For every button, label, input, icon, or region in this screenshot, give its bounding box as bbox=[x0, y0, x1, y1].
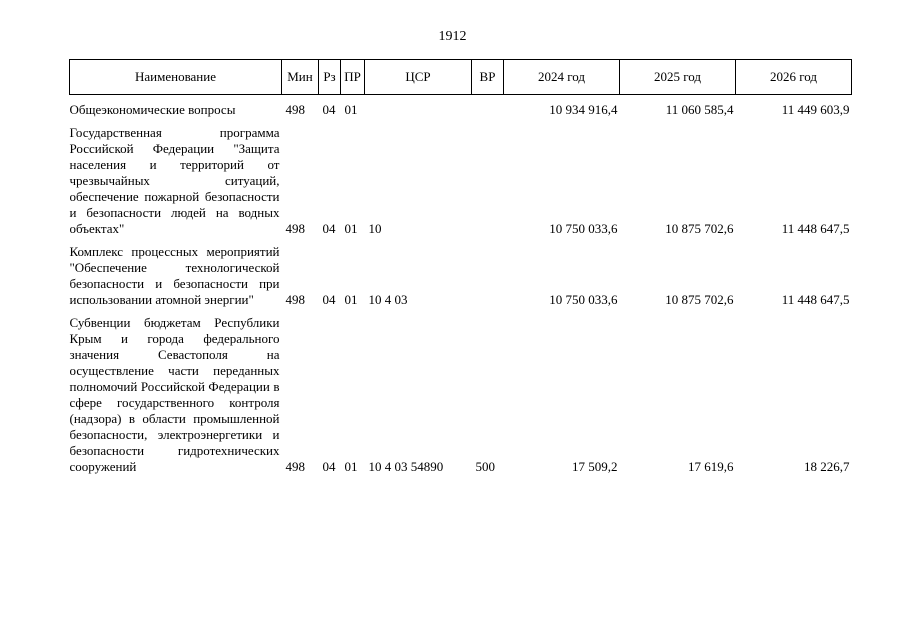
row-vr bbox=[472, 120, 504, 239]
row-2024: 10 934 916,4 bbox=[549, 102, 618, 117]
header-rz: Рз bbox=[319, 60, 341, 95]
table-row bbox=[70, 310, 852, 477]
row-2026: 18 226,7 bbox=[804, 459, 850, 474]
row-rz: 04 bbox=[322, 221, 336, 236]
row-2025: 10 875 702,6 bbox=[665, 292, 734, 307]
header-pr: ПР bbox=[341, 60, 365, 95]
row-csr bbox=[365, 95, 472, 121]
header-csr: ЦСР bbox=[365, 60, 472, 95]
row-2026: 11 448 647,5 bbox=[781, 221, 850, 236]
header-2024: 2024 год bbox=[504, 60, 620, 95]
row-2025: 17 619,6 bbox=[688, 459, 734, 474]
row-pr: 01 bbox=[344, 292, 358, 307]
table-row bbox=[70, 120, 852, 239]
row-2026: 11 448 647,5 bbox=[781, 292, 850, 307]
row-csr: 10 4 03 bbox=[368, 292, 408, 307]
row-name: Комплекс процессных мероприятий "Обеспечение технологической безопасности и безопасности при использовании атомной энергии" bbox=[69, 244, 280, 307]
row-vr: 500 bbox=[475, 459, 495, 474]
table-row bbox=[70, 239, 852, 310]
row-2024: 10 750 033,6 bbox=[549, 292, 618, 307]
table-row bbox=[70, 95, 852, 121]
header-min: Мин bbox=[282, 60, 319, 95]
row-2026: 11 449 603,9 bbox=[781, 102, 850, 117]
row-pr: 01 bbox=[344, 459, 358, 474]
header-vr: ВР bbox=[472, 60, 504, 95]
row-vr bbox=[472, 95, 504, 121]
row-min: 498 bbox=[285, 292, 305, 307]
budget-table bbox=[69, 59, 852, 477]
row-pr: 01 bbox=[344, 221, 358, 236]
row-2024: 10 750 033,6 bbox=[549, 221, 618, 236]
header-2026: 2026 год bbox=[736, 60, 852, 95]
row-csr: 10 bbox=[368, 221, 382, 236]
table-header-row bbox=[70, 60, 852, 95]
row-rz: 04 bbox=[322, 459, 336, 474]
row-2025: 10 875 702,6 bbox=[665, 221, 734, 236]
row-min: 498 bbox=[285, 459, 305, 474]
header-2025: 2025 год bbox=[620, 60, 736, 95]
row-name: Субвенции бюджетам Республики Крым и города федерального значения Севастополя на осуществление части переданных полномочий Российской Федерации в сфере государственного контроля (надзора) в области промышленной безопасности, электроэнергетики и безопасности гидротехнических сооружений bbox=[69, 315, 280, 474]
row-min: 498 bbox=[285, 221, 305, 236]
row-rz: 04 bbox=[322, 292, 336, 307]
row-2025: 11 060 585,4 bbox=[665, 102, 734, 117]
header-name: Наименование bbox=[70, 60, 282, 95]
row-vr bbox=[472, 239, 504, 310]
row-rz: 04 bbox=[322, 102, 336, 117]
row-min: 498 bbox=[285, 102, 305, 117]
row-csr: 10 4 03 54890 bbox=[368, 459, 444, 474]
row-name: Государственная программа Российской Федерации "Защита населения и территорий от чрезвычайных ситуаций, обеспечение пожарной безопасности и безопасности людей на водных объектах" bbox=[69, 125, 280, 236]
row-pr: 01 bbox=[344, 102, 358, 117]
row-2024: 17 509,2 bbox=[572, 459, 618, 474]
page-number: 1912 bbox=[438, 29, 467, 44]
row-name: Общеэкономические вопросы bbox=[69, 102, 236, 117]
